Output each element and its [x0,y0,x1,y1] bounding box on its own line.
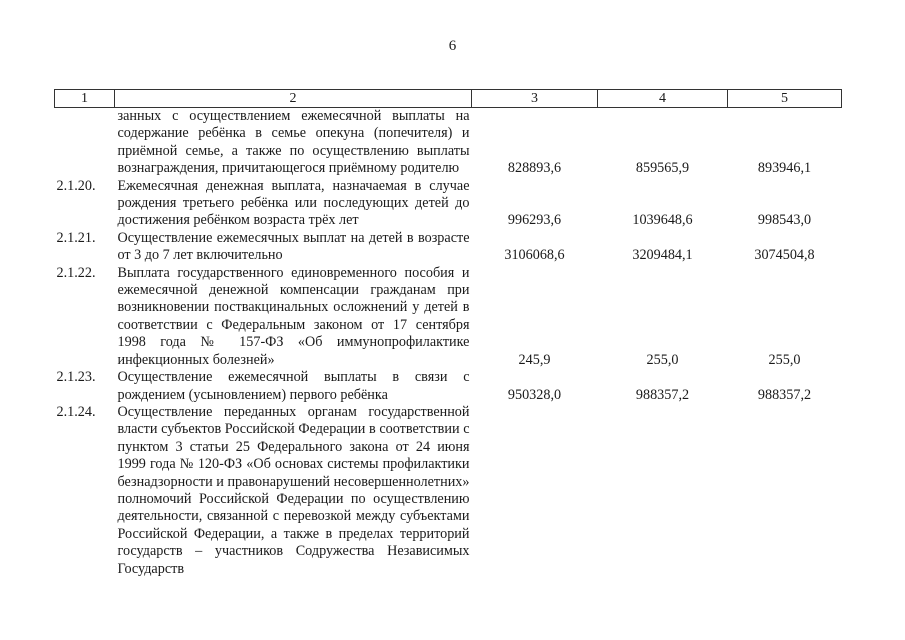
row-value-col3: 950328,0 [507,386,562,403]
row-description: Осуществление переданных органам государственной власти субъектов Российской Федерации в соответствии с пунктом 3 статьи 25 Федерального закона от 24 июня 1999 года № 120-ФЗ «Об основах системы профилактики безнадзорности и правонарушений несовершеннолетних» полномочий Российской Федерации по осуществлению деятельности, связанной с перевозкой между субъектами Российской Федерации, а также в пределах территорий государств – участников Содружества Независимых Государств [117,403,470,577]
row-value-col3 [472,404,598,578]
row-number: 2.1.23. [56,369,96,386]
row-number: 2.1.22. [56,264,96,281]
row-value-col5: 893946,1 [757,160,812,177]
row-value-col5: 255,0 [768,351,801,368]
page-number: 6 [448,38,457,54]
table-row [55,230,842,265]
row-number: 2.1.24. [56,403,96,420]
row-description: Выплата государственного единовременного пособия и ежемесячной денежной компенсации гражданам при возникновении поствакцинальных осложнений у детей в соответствии с Федеральным законом от 17 сентября 1998 года № 157-ФЗ «Об иммунопрофилактике инфекционных болезней» [117,264,470,368]
row-value-col5: 998543,0 [757,212,812,229]
column-header-1: 1 [55,90,115,108]
row-value-col5: 3074504,8 [754,247,815,264]
column-header-2: 2 [115,90,472,108]
column-header-5: 5 [728,90,842,108]
row-value-col3: 828893,6 [507,160,562,177]
row-number: 2.1.21. [56,229,96,246]
table-row [55,108,842,178]
row-value-col5 [728,404,842,578]
row-description: занных с осуществлением ежемесячной выплаты на содержание ребёнка в семье опекуна (попечителя) и приёмной семье, а также по осуществлению выплаты вознаграждения, причитающегося приёмному родителю [117,108,470,177]
row-value-col4: 255,0 [646,351,679,368]
row-value-col3: 996293,6 [507,212,562,229]
row-value-col4: 1039648,6 [632,212,693,229]
column-header-3: 3 [472,90,598,108]
row-value-col5: 988357,2 [757,386,812,403]
table-row [55,404,842,578]
column-number-header-row [55,90,842,108]
row-value-col4: 3209484,1 [632,247,693,264]
row-value-col4: 859565,9 [635,160,690,177]
row-description: Ежемесячная денежная выплата, назначаемая в случае рождения третьего ребёнка или последующих детей до достижения ребёнком возраста трёх лет [117,177,470,229]
budget-table [54,89,842,578]
row-number: 2.1.20. [56,177,96,194]
row-value-col4 [598,404,728,578]
row-description: Осуществление ежемесячных выплат на детей в возрасте от 3 до 7 лет включительно [117,229,470,264]
table-row [55,265,842,369]
row-description: Осуществление ежемесячной выплаты в связи с рождением (усыновлением) первого ребёнка [117,369,470,403]
row-value-col4: 988357,2 [635,386,690,403]
row-value-col3: 245,9 [518,351,551,368]
column-header-4: 4 [598,90,728,108]
row-value-col3: 3106068,6 [504,247,565,264]
table-row [55,369,842,404]
table-row [55,178,842,230]
row-number [55,108,115,178]
